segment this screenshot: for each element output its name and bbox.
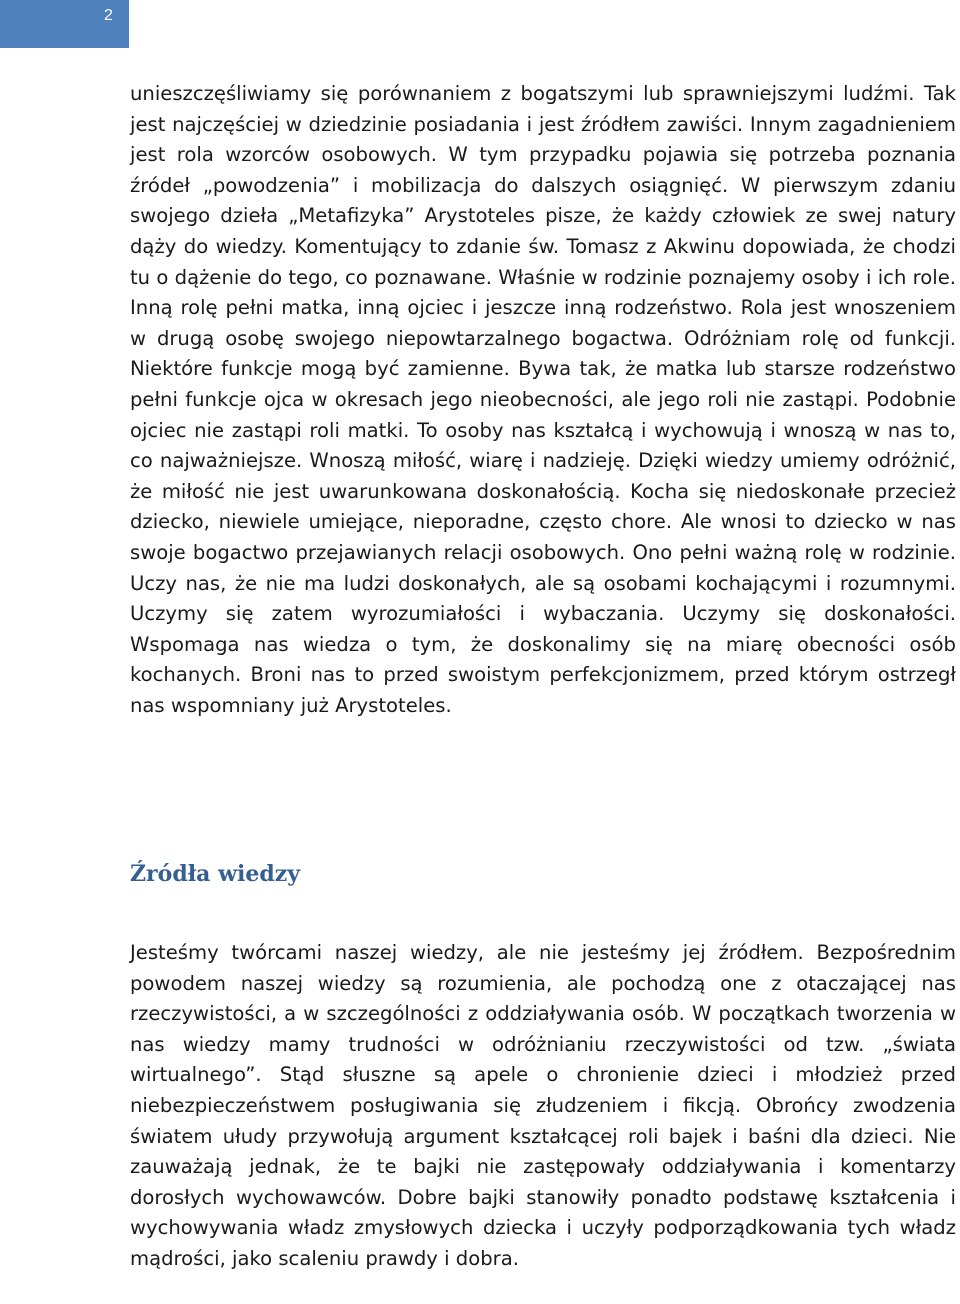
paragraph-continuation: unieszczęśliwiamy się porównaniem z bogatszymi lub sprawniejszymi ludźmi. Tak jest najczęściej w dziedzinie posiadania i jest źródłem zawiści. Innym zagadnieniem jest rola wzorców osobowych. W tym przypadku pojawia się potrzeba poznania źródeł „powodzenia” i mobilizacja do dalszych osiągnięć. W pierwszym zdaniu swojego dzieła „Metafizyka” Arystoteles pisze, że każdy człowiek ze swej natury dąży do wiedzy. Komentujący to zdanie św. Tomasz z Akwinu dopowiada, że chodzi tu o dążenie do tego, co poznawane. Właśnie w rodzinie poznajemy osoby i ich role. Inną rolę pełni matka, inną ojciec i jeszcze inną rodzeństwo. Rola jest wnoszeniem w drugą osobę swojego niepowtarzalnego bogactwa. Odróżniam rolę od funkcji. Niektóre funkcje mogą być zamienne. Bywa tak, że matka lub starsze rodzeństwo pełni funkcje ojca w okresach jego nieobecności, ale jego roli nie zastąpi. Podobnie ojciec nie zastąpi roli matki. To osoby nas kształcą i wychowują i wnoszą w nas to, co najważniejsze. Wnoszą miłość, wiarę i nadzieję. Dzięki wiedzy umiemy odróżnić, że miłość nie jest uwarunkowana doskonałością. Kocha się niedoskonałe przecież dziecko, niewiele umiejące, nieporadne, często chore. Ale wnosi to dziecko w nas swoje bogactwo przejawianych relacji osobowych. Ono pełni ważną rolę w rodzinie. Uczy nas, że nie ma ludzi doskonałych, ale są osobami kochającymi i rozumnymi. Uczymy się zatem wyrozumiałości i wybaczania. Uczymy się doskonałości. Wspomaga nas wiedza o tym, że doskonalimy się na miarę obecności osób kochanych. Broni nas to przed swoistym perfekcjonizmem, przed którym ostrzegł nas wspomniany już Arystoteles. — [130, 82, 956, 717]
document-body — [130, 79, 956, 721]
page-number: 2 — [104, 7, 113, 24]
page-number-tab — [0, 0, 129, 48]
section-body — [130, 938, 956, 1275]
section-heading: Źródła wiedzy — [130, 861, 301, 887]
paragraph-sources-of-knowledge: Jesteśmy twórcami naszej wiedzy, ale nie jesteśmy jej źródłem. Bezpośrednim powodem naszej wiedzy są rozumienia, ale pochodzą one z otaczającej nas rzeczywistości, a w szczególności z oddziaływania osób. W początkach tworzenia w nas wiedzy mamy trudności w odróżnianiu rzeczywistości od tzw. „świata wirtualnego”. Stąd słuszne są apele o chronienie dzieci i młodzież przed niebezpieczeństwem posługiwania się złudzeniem i fikcją. Obrońcy zwodzenia światem ułudy przywołują argument kształcącej roli bajek i baśni dla dzieci. Nie zauważają jednak, że te bajki nie zastępowały oddziaływania i komentarzy dorosłych wychowawców. Dobre bajki stanowiły ponadto podstawę kształcenia i wychowywania władz zmysłowych dziecka i uczyły podporządkowania tych władz mądrości, jako scaleniu prawdy i dobra. — [130, 941, 956, 1270]
